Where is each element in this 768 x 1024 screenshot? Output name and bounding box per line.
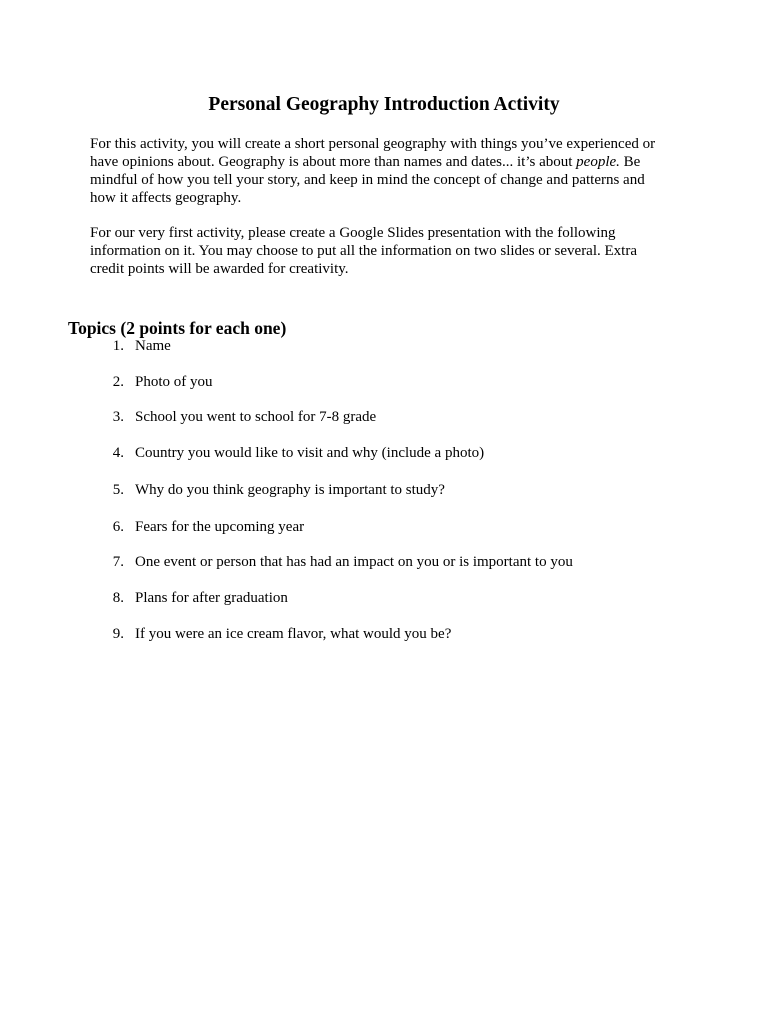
topic-text: Name — [135, 338, 171, 354]
topic-text: Fears for the upcoming year — [135, 519, 305, 535]
topic-text: School you went to school for 7-8 grade — [135, 409, 377, 425]
topic-number: 1. — [112, 338, 124, 354]
topic-text: One event or person that has had an impact on you or is important to you — [135, 554, 573, 570]
topic-number: 4. — [112, 445, 124, 461]
intro-text-end: Be mindful of how you tell your story, and keep in mind the concept of change and patterns and how it affects geography. — [90, 154, 645, 206]
intro-paragraph — [90, 135, 670, 207]
intro-emphasis: people. — [576, 154, 620, 170]
topic-text: Country you would like to visit and why (include a photo) — [135, 445, 485, 461]
topic-text: If you were an ice cream flavor, what would you be? — [135, 626, 452, 642]
topic-number: 6. — [112, 519, 124, 535]
topic-number: 3. — [112, 409, 124, 425]
intro-text-start: For this activity, you will create a short personal geography with things you’ve experienced or have opinions about. Geography is about more than names and dates... it’s about — [90, 136, 656, 170]
topic-text: Why do you think geography is important to study? — [135, 482, 445, 498]
topics-heading: Topics (2 points for each one) — [68, 318, 287, 338]
topic-text: Plans for after graduation — [135, 590, 288, 606]
topic-number: 7. — [112, 554, 124, 570]
topic-number: 2. — [112, 374, 124, 390]
page-title: Personal Geography Introduction Activity — [208, 94, 560, 115]
instructions-paragraph: For our very first activity, please create a Google Slides presentation with the following information on it. You may choose to put all the information on two slides or several. Extra credit points will be awarded for creativity. — [90, 225, 637, 277]
topic-number: 5. — [112, 482, 124, 498]
topic-number: 9. — [112, 626, 124, 642]
topic-text: Photo of you — [135, 374, 213, 390]
topic-number: 8. — [112, 590, 124, 606]
